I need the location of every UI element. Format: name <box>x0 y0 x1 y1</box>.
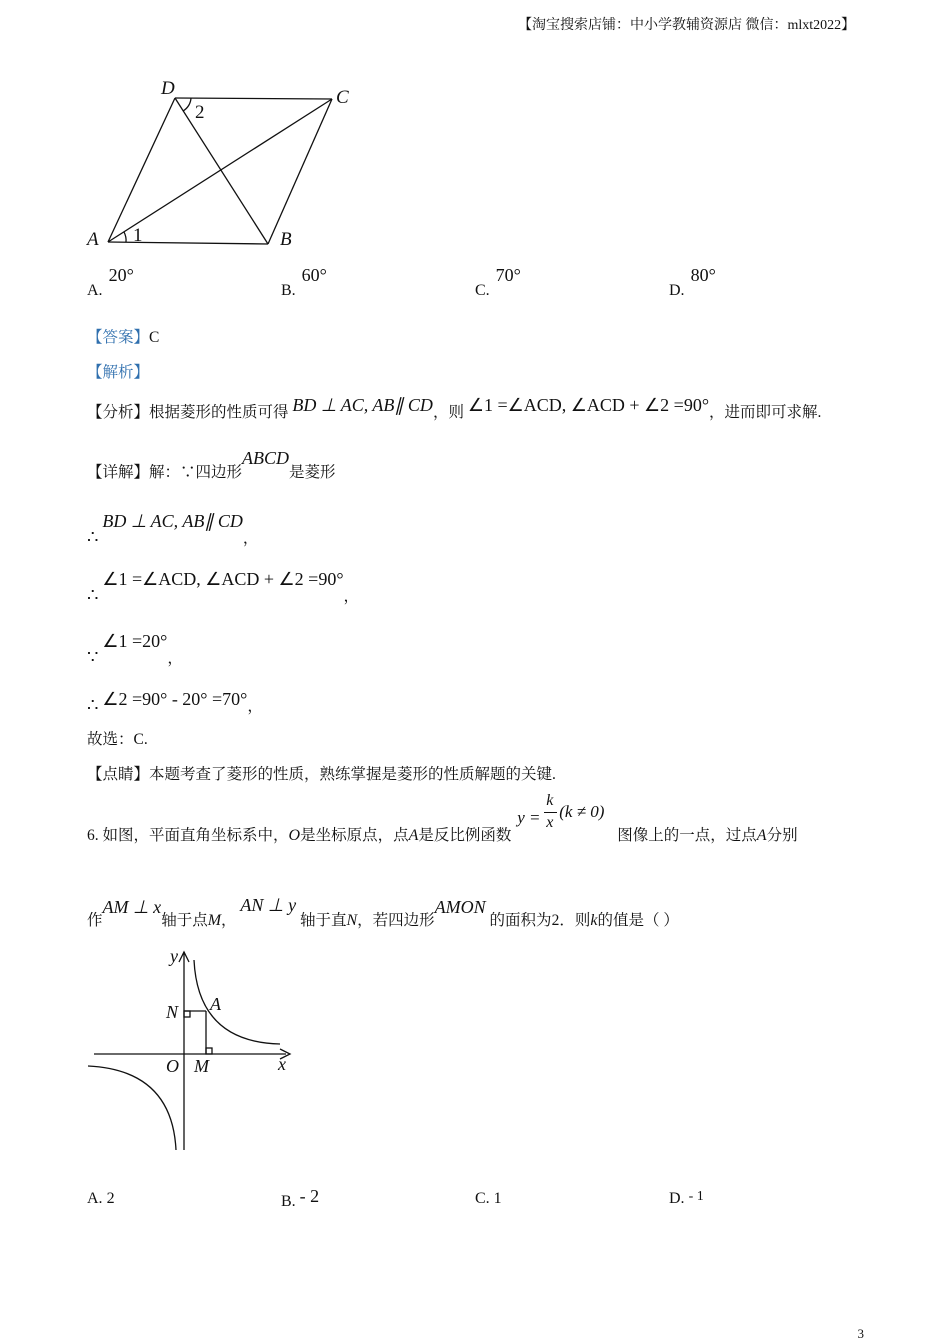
step-math: ∠1 =20° <box>102 631 168 651</box>
label-x: x <box>278 1054 286 1074</box>
answer-line <box>87 325 159 347</box>
label-c: C <box>336 87 349 108</box>
q6-math: AN ⊥ y <box>240 895 297 915</box>
dianjing-line <box>87 762 556 784</box>
label-d: D <box>161 78 175 99</box>
q6-point-n: N <box>346 912 358 929</box>
option-value: 60° <box>301 265 327 285</box>
q6-option-d[interactable] <box>669 1190 704 1208</box>
q6-point-a: A <box>756 827 767 844</box>
rhombus-figure <box>80 70 370 255</box>
option-value: 2 <box>106 1190 115 1207</box>
therefore-symbol: ∴ <box>87 585 99 605</box>
fraction-bar <box>544 812 557 813</box>
dianjing-text: 本题考查了菱形的性质，熟练掌握是菱形的性质解题的关键. <box>149 766 556 783</box>
side-ba <box>108 242 268 244</box>
q6-point-o: O <box>288 827 301 844</box>
q5-option-d[interactable] <box>669 265 716 300</box>
hyperbola-figure <box>80 942 330 1157</box>
func-y: y = <box>517 808 541 827</box>
detail-text1: 解：∵四边形 <box>149 464 243 481</box>
label-o: O <box>166 1056 179 1076</box>
q6-line2 <box>87 895 679 930</box>
q6-option-a[interactable] <box>87 1190 115 1208</box>
option-letter: C. <box>475 282 490 299</box>
option-value: - 1 <box>688 1189 704 1204</box>
option-value: 80° <box>690 265 716 285</box>
func-numerator: k <box>546 792 554 809</box>
fenxi-math2: ∠1 =∠ACD, ∠ACD + ∠2 =90° <box>467 395 710 415</box>
dianjing-tag: 【点睛】 <box>87 766 150 783</box>
angle2-arc <box>183 98 191 111</box>
answer-value: C <box>149 329 160 346</box>
fenxi-text1: 根据菱形的性质可得 <box>149 404 289 421</box>
detail-step-3 <box>87 630 183 667</box>
option-letter: D. <box>669 282 685 299</box>
q6-text: ，若四边形 <box>357 912 435 929</box>
label-a: A <box>87 229 99 250</box>
fenxi-text3: ，进而即可求解. <box>709 404 822 421</box>
therefore-symbol: ∴ <box>87 527 99 547</box>
step-end: ， <box>167 650 183 667</box>
step-math: BD ⊥ AC, AB∥ CD <box>102 511 243 531</box>
q6-k: k <box>590 912 598 929</box>
option-value: 20° <box>108 265 134 285</box>
detail-step-1 <box>87 510 259 547</box>
func-denominator: x <box>546 814 554 831</box>
label-n: N <box>166 1002 179 1022</box>
page-header: 【淘宝搜索店铺：中小学教辅资源店 微信：mlxt2022】 <box>518 18 856 33</box>
option-letter: A. <box>87 282 103 299</box>
q6-math: AMON <box>434 897 486 917</box>
q5-option-a[interactable] <box>87 265 134 300</box>
step-math: ∠2 =90° - 20° =70° <box>102 689 248 709</box>
q6-text: 的值是（ ） <box>597 912 679 929</box>
option-letter: A. <box>87 1190 103 1207</box>
option-value: 70° <box>495 265 521 285</box>
detail-tag: 【详解】 <box>87 464 150 481</box>
q6-point-m: M <box>207 912 222 929</box>
option-letter: B. <box>281 282 296 299</box>
q6-value: 2 <box>551 912 560 929</box>
choose-line: 故选：C. <box>87 731 148 748</box>
detail-step-2 <box>87 568 360 605</box>
q6-option-b[interactable] <box>281 1186 320 1211</box>
q6-math: AM ⊥ x <box>102 897 162 917</box>
step-end: ， <box>247 698 263 715</box>
therefore-symbol: ∴ <box>87 695 99 715</box>
label-angle2: 2 <box>195 102 205 123</box>
func-condition: (k ≠ 0) <box>559 802 605 821</box>
q6-text: 的面积为 <box>489 912 552 929</box>
detail-step-4 <box>87 688 263 715</box>
fenxi-text2: ，则 <box>432 404 464 421</box>
side-cb <box>268 99 332 244</box>
q6-function <box>515 792 617 840</box>
analysis-tag: 【解析】 <box>87 364 150 381</box>
angle1-arc <box>124 232 126 242</box>
label-m: M <box>194 1056 209 1076</box>
answer-tag: 【答案】 <box>87 329 150 346</box>
hyperbola-branch-right <box>194 960 280 1044</box>
q5-option-b[interactable] <box>281 265 327 300</box>
option-value: 1 <box>493 1190 502 1207</box>
detail-line <box>87 448 336 482</box>
option-letter: D. <box>669 1190 685 1207</box>
q6-line1 <box>87 792 798 845</box>
fenxi-math1: BD ⊥ AC, AB∥ CD <box>292 395 433 415</box>
q6-text: ．则 <box>559 912 591 929</box>
option-value: - 2 <box>299 1186 320 1206</box>
label-b: B <box>280 229 292 250</box>
side-dc <box>175 98 332 99</box>
detail-text2: 是菱形 <box>289 464 336 481</box>
detail-math1: ABCD <box>242 448 290 468</box>
option-letter: C. <box>475 1190 490 1207</box>
right-angle-n <box>184 1011 190 1017</box>
fenxi-line <box>87 395 822 422</box>
q6-text: 6. 如图，平面直角坐标系中， <box>87 827 289 844</box>
step-end: ， <box>343 588 360 605</box>
q6-text: ， <box>221 912 237 929</box>
hyperbola-branch-left <box>88 1066 176 1150</box>
because-symbol: ∵ <box>87 647 99 667</box>
q6-text: 作 <box>87 912 103 929</box>
q6-option-c[interactable] <box>475 1190 502 1208</box>
fenxi-tag: 【分析】 <box>87 404 150 421</box>
q5-option-c[interactable] <box>475 265 521 300</box>
option-letter: B. <box>281 1193 296 1210</box>
q6-text: 是反比例函数 <box>418 827 512 844</box>
step-end: ， <box>242 530 259 547</box>
right-angle-m <box>206 1048 212 1054</box>
label-a: A <box>210 994 221 1014</box>
step-math: ∠1 =∠ACD, ∠ACD + ∠2 =90° <box>102 569 344 589</box>
q6-text: 分别 <box>766 827 798 844</box>
q6-text: 图像上的一点，过点 <box>617 827 757 844</box>
label-angle1: 1 <box>133 225 143 246</box>
q6-point-a: A <box>408 827 419 844</box>
page-number: 3 <box>857 1326 864 1341</box>
q6-text: 是坐标原点，点 <box>300 827 409 844</box>
q6-text: 轴于点 <box>161 912 208 929</box>
diagonal-bd <box>175 98 268 244</box>
q6-text: 轴于直 <box>299 912 347 929</box>
label-y: y <box>170 946 178 966</box>
